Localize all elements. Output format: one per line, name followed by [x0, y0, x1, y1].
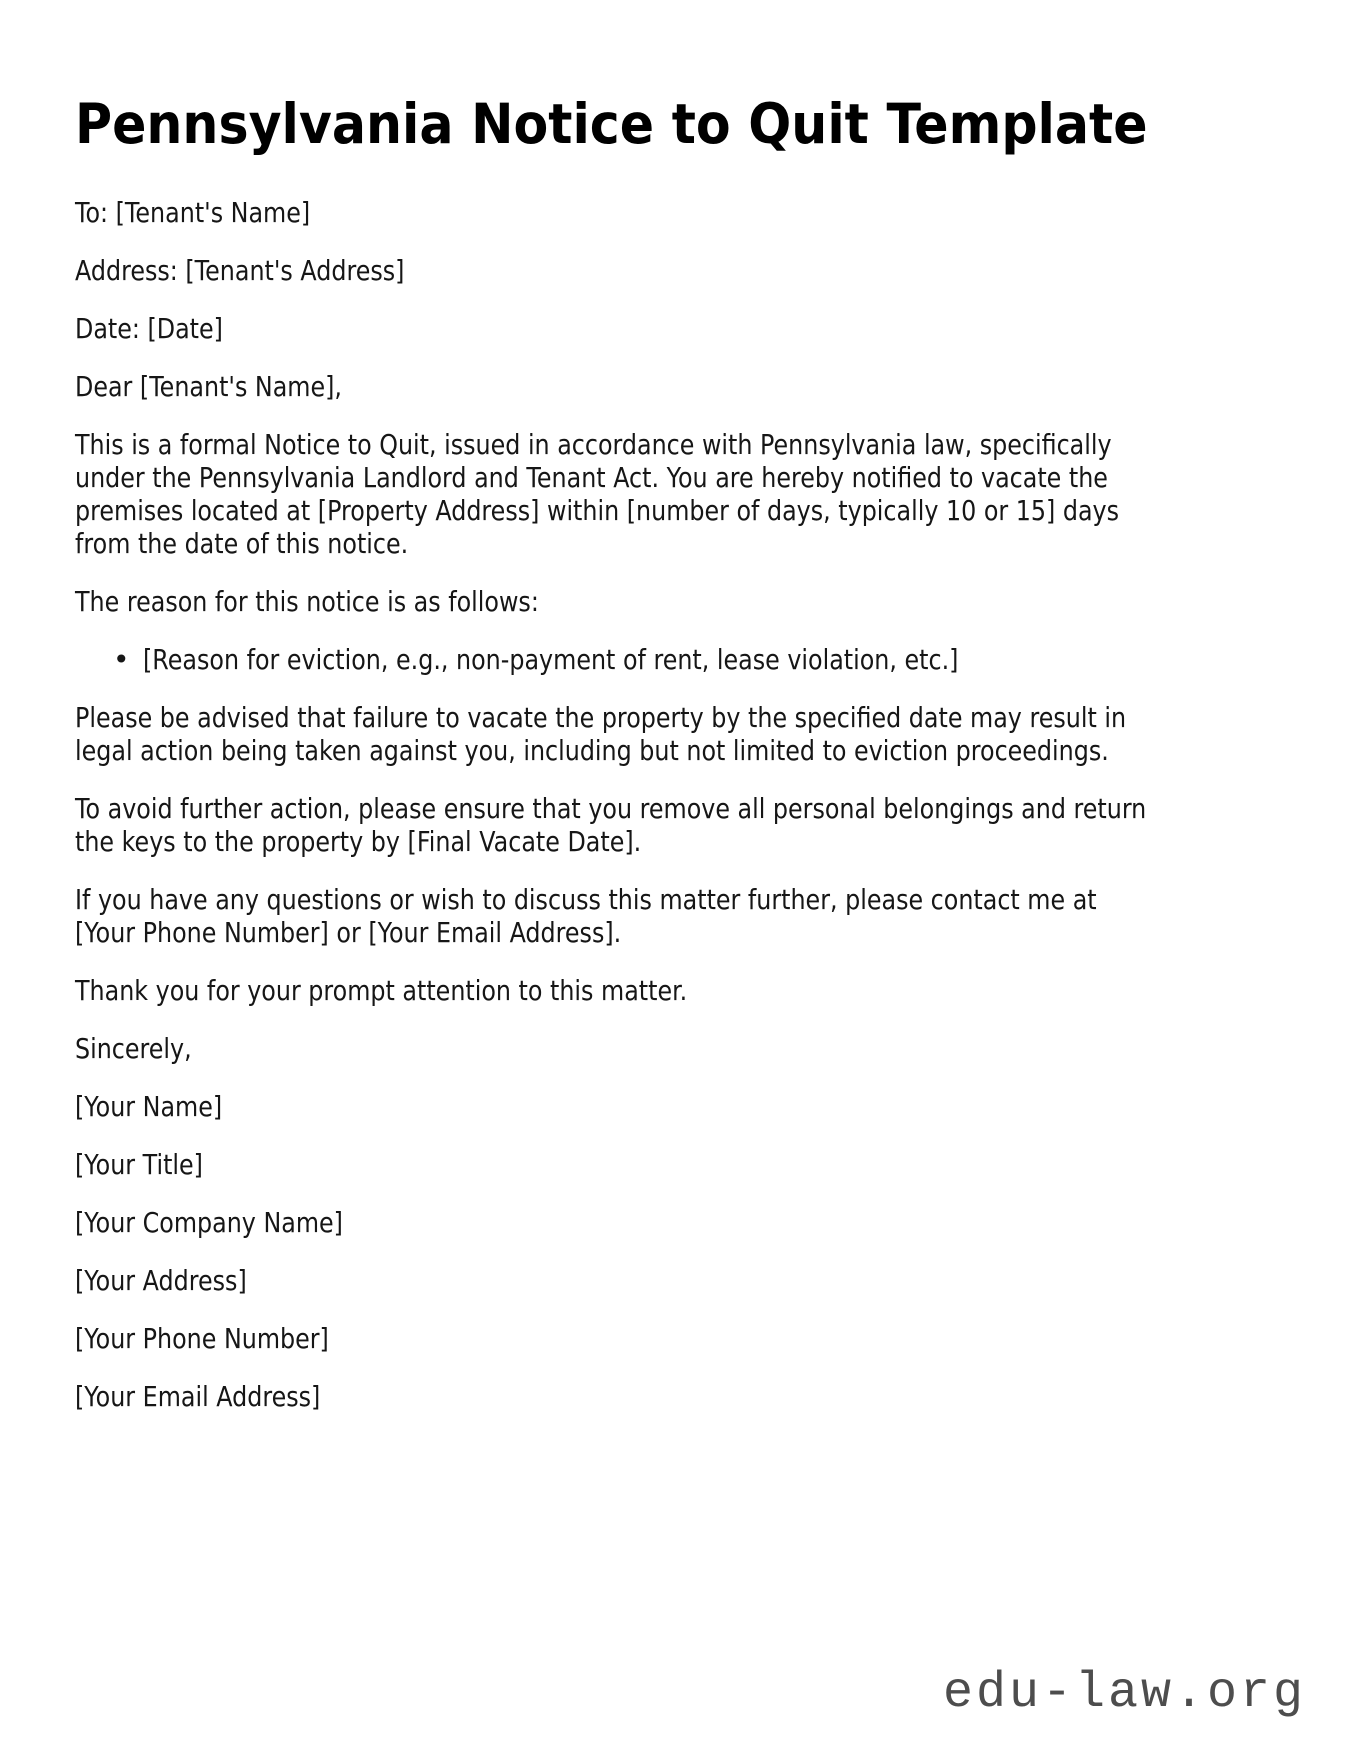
signature-title	[75, 1148, 1362, 1181]
paragraph-notice	[75, 428, 1362, 560]
salutation-text: Dear [Tenant's Name],	[75, 370, 342, 403]
site-watermark: edu-law.org	[942, 1665, 1306, 1722]
thanks-text: Thank you for your prompt attention to this matter.	[75, 974, 688, 1007]
recipient-address	[75, 254, 1362, 287]
salutation	[75, 370, 1362, 403]
reason-list-item	[75, 643, 1362, 676]
text-line: legal action being taken against you, including but not limited to eviction proceedings.	[75, 734, 1109, 767]
signature-name	[75, 1090, 1362, 1123]
letter-date	[75, 312, 1362, 345]
signature-email	[75, 1380, 1362, 1413]
reason-intro-text: The reason for this notice is as follows:	[75, 585, 539, 618]
paragraph-vacate	[75, 792, 1362, 858]
signature-line: [Your Title]	[75, 1148, 203, 1181]
recipient-to-text: To: [Tenant's Name]	[75, 196, 311, 229]
sincerely-text: Sincerely,	[75, 1032, 192, 1065]
closing-sincerely	[75, 1032, 1362, 1065]
letter-content	[75, 0, 1362, 1438]
paragraph-contact	[75, 883, 1362, 949]
signature-line: [Your Name]	[75, 1090, 223, 1123]
signature-line: [Your Email Address]	[75, 1380, 321, 1413]
paragraph-reason-intro	[75, 585, 1362, 618]
reason-list	[75, 643, 1362, 676]
text-line: premises located at [Property Address] within [number of days, typically 10 or 15] days	[75, 494, 1120, 527]
signature-company	[75, 1206, 1362, 1239]
text-line: This is a formal Notice to Quit, issued in accordance with Pennsylvania law, specifically	[75, 428, 1112, 461]
letter-date-text: Date: [Date]	[75, 312, 223, 345]
reason-bullet-text: • [Reason for eviction, e.g., non-payment of rent, lease violation, etc.]	[143, 643, 959, 676]
text-line: the keys to the property by [Final Vacate Date].	[75, 825, 642, 858]
signature-phone	[75, 1322, 1362, 1355]
text-line: To avoid further action, please ensure that you remove all personal belongings and return	[75, 792, 1147, 825]
signature-address	[75, 1264, 1362, 1297]
recipient-to	[75, 196, 1362, 229]
paragraph-warning	[75, 701, 1362, 767]
signature-line: [Your Address]	[75, 1264, 247, 1297]
text-line: Please be advised that failure to vacate the property by the specified date may result in	[75, 701, 1127, 734]
text-line: under the Pennsylvania Landlord and Tenant Act. You are hereby notified to vacate the	[75, 461, 1108, 494]
page-title: Pennsylvania Notice to Quit Template	[75, 92, 1148, 156]
recipient-address-text: Address: [Tenant's Address]	[75, 254, 405, 287]
paragraph-thanks	[75, 974, 1362, 1007]
text-line: If you have any questions or wish to discuss this matter further, please contact me at	[75, 883, 1097, 916]
signature-line: [Your Company Name]	[75, 1206, 343, 1239]
text-line: [Your Phone Number] or [Your Email Address].	[75, 916, 622, 949]
signature-line: [Your Phone Number]	[75, 1322, 329, 1355]
text-line: from the date of this notice.	[75, 527, 409, 560]
